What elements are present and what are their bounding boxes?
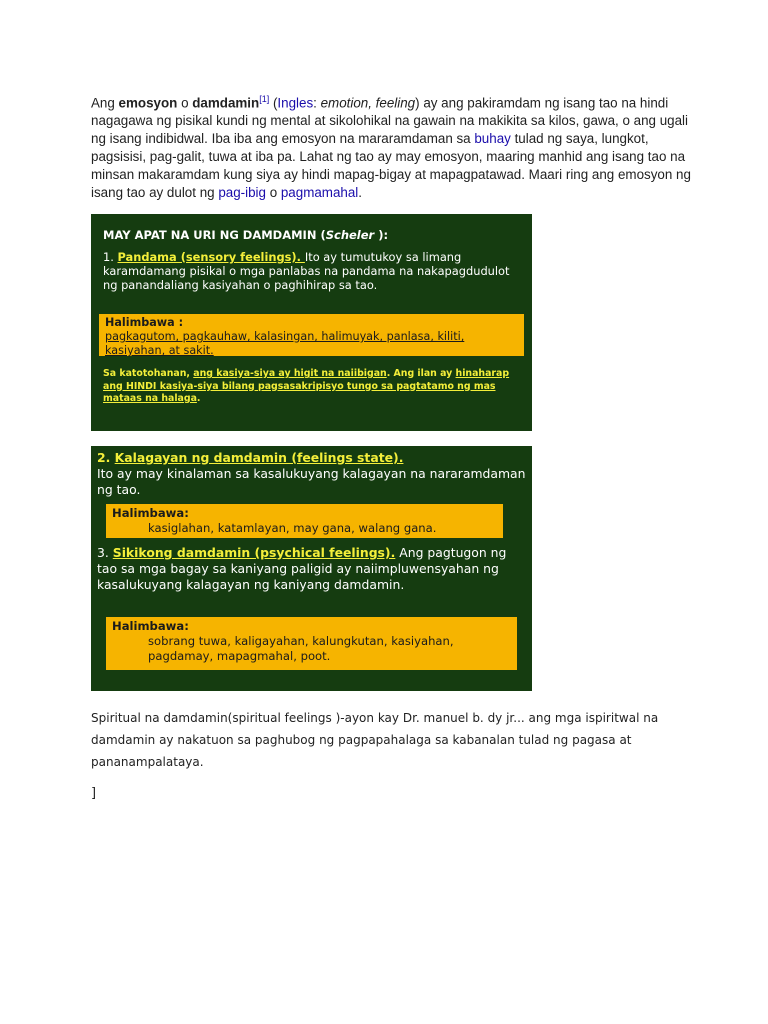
intro-text: . — [358, 185, 363, 201]
example-text: pagkagutom, pagkauhaw, kalasingan, halimuyak, panlasa, kiliti, kasiyahan, at sakit. — [105, 330, 465, 357]
slide2-item-2: 2. Kalagayan ng damdamin (feelings state). Ito ay may kinalaman sa kasalukuyang kalagayan na nararamdaman ng tao. — [97, 450, 526, 497]
intro-text: o — [177, 95, 193, 111]
slide1-heading: Pandama (sensory feelings). — [117, 250, 305, 264]
intro-text: Ang — [91, 95, 119, 111]
slide2-item-3: 3. Sikikong damdamin (psychical feelings). Ang pagtugon ng tao sa mga bagay sa kaniyang paligid ay naiimpluwensyahan ng kasalukuyang kalagayan ng kaniyang damdamin. — [97, 545, 507, 592]
example-label: Halimbawa : — [105, 316, 184, 329]
intro-text: ) ay ang pakiramdam ng isang tao na hindi nagagawa ng pisikal kundi ng mental at sikolohikal na gawain na makikita sa kilos, gawa, o ang ugali ng isang indibidwal. Iba iba ang emosyon na mararamdaman sa — [91, 95, 688, 147]
slide2-example-box-1 — [106, 504, 503, 538]
stray-bracket: ] — [91, 786, 97, 801]
citation-link[interactable]: [1] — [259, 94, 270, 104]
example-text: kasiglahan, katamlayan, may gana, walang gana. — [148, 521, 437, 535]
intro-text: : — [313, 95, 321, 111]
slide1-example-box — [99, 314, 524, 356]
slide-image-1 — [91, 214, 532, 431]
slide-image-2 — [91, 446, 532, 691]
intro-paragraph — [91, 90, 691, 202]
link-buhay[interactable]: buhay — [474, 131, 511, 147]
example-label: Halimbawa: — [112, 506, 189, 520]
link-pagmamahal[interactable]: pagmamahal — [280, 185, 359, 201]
link-ingles[interactable]: Ingles — [277, 95, 314, 111]
term-damdamin: damdamin — [192, 95, 260, 111]
english-terms: emotion, feeling — [320, 95, 416, 111]
intro-text: o — [265, 185, 281, 201]
example-text: sobrang tuwa, kaligayahan, kalungkutan, kasiyahan, pagdamay, mapagmahal, poot. — [148, 634, 454, 663]
link-pag-ibig[interactable]: pag-ibig — [218, 185, 266, 201]
slide1-note: Sa katotohanan, ang kasiya-siya ay higit na naiibigan. Ang ilan ay hinaharap ang HINDI kasiya-siya bilang pagsasakripisyo tungo sa pagtatamo ng mas mataas na halaga. — [103, 368, 510, 404]
intro-text: ( — [269, 95, 278, 111]
slide2-example-box-2 — [106, 617, 517, 670]
slide1-item-1: 1. Pandama (sensory feelings). Ito ay tumutukoy sa limang karamdamang pisikal o mga panlabas na pandama na nakapagdudulot ng panandaliang kasiyahan o paghihirap sa tao. — [103, 250, 510, 292]
slide2-heading-3: Sikikong damdamin (psychical feelings). — [112, 545, 396, 560]
slide1-title: MAY APAT NA URI NG DAMDAMIN (Scheler ): — [103, 228, 389, 242]
example-label: Halimbawa: — [112, 619, 189, 633]
slide2-heading-2: Kalagayan ng damdamin (feelings state). — [114, 450, 404, 465]
intro-text: tulad ng saya, lungkot, pagsisisi, pag-galit, tuwa at iba pa. Lahat ng tao ay may emosyon, maaring manhid ang isang tao na minsan makaramdam kung siya ay hindi mapag-bigay at mapagpatawad. Maari ring ang emosyon ng isang tao ay dulot ng — [91, 131, 691, 201]
spiritual-feelings-paragraph: Spiritual na damdamin(spiritual feelings )-ayon kay Dr. manuel b. dy jr... ang mga ispiritwal na damdamin ay nakatuon sa paghubog ng pagpapahalaga sa kabanalan tulad ng pagasa at pananampalataya. — [91, 711, 659, 769]
term-emosyon: emosyon — [118, 95, 178, 111]
